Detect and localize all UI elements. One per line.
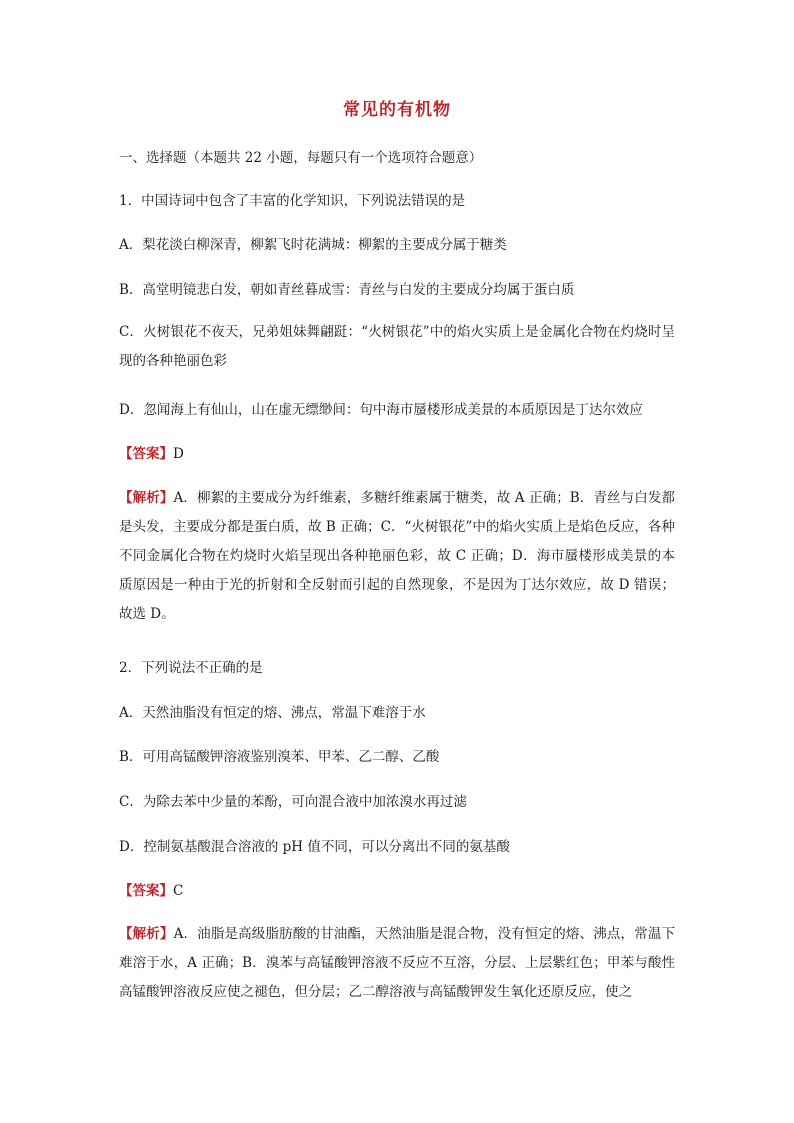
question-1-analysis	[119, 484, 675, 629]
answer-tag: 【答案】	[119, 883, 173, 899]
analysis-text: A．柳絮的主要成分为纤维素，多糖纤维素属于糖类，故 A 正确；B．青丝与白发都是头发，主要成分都是蛋白质，故 B 正确；C．“火树银花”中的焰火实质上是焰色反应，各种不同金属化合物在灼烧时火焰呈现出各种艳丽色彩，故 C 正确；D．海市蜃楼形成美景的本质原因是一种由于光的折射和全反射而引起的自然现象，不是因为丁达尔效应，故 D 错误；故选 D。	[119, 490, 675, 622]
analysis-text: A．油脂是高级脂肪酸的甘油酯，天然油脂是混合物，没有恒定的熔、沸点，常温下难溶于水，A 正确；B．溴苯与高锰酸钾溶液不反应不互溶，分层、上层紫红色；甲苯与酸性高锰酸钾溶液反应使之褪色，但分层；乙二醇溶液与高锰酸钾发生氧化还原反应，使之	[119, 926, 675, 1000]
question-2-analysis	[119, 920, 675, 1007]
answer-value: D	[173, 446, 184, 462]
question-2-option-d: D．控制氨基酸混合溶液的 pH 值不同，可以分离出不同的氨基酸	[119, 839, 510, 855]
question-1-option-d: D．忽闻海上有仙山，山在虚无缥缈间：句中海市蜃楼形成美景的本质原因是丁达尔效应	[119, 402, 643, 418]
question-2-option-b: B．可用高锰酸钾溶液鉴别溴苯、甲苯、乙二醇、乙酸	[119, 749, 440, 765]
question-1-option-c: C．火树银花不夜天，兄弟姐妹舞翩跹：“火树银花”中的焰火实质上是金属化合物在灼烧时呈现的各种艳丽色彩	[119, 324, 675, 369]
answer-value: C	[173, 883, 184, 899]
question-2-option-a: A．天然油脂没有恒定的熔、沸点，常温下难溶于水	[119, 705, 426, 721]
question-2-stem: 2．下列说法不正确的是	[119, 660, 263, 676]
question-1-option-b: B．高堂明镜悲白发，朝如青丝暮成雪：青丝与白发的主要成分均属于蛋白质	[119, 282, 575, 298]
question-1-answer	[119, 443, 679, 465]
question-2-answer	[119, 880, 679, 902]
analysis-tag: 【解析】	[119, 926, 174, 942]
question-2-option-c: C．为除去苯中少量的苯酚，可向混合液中加浓溴水再过滤	[119, 794, 467, 810]
answer-tag: 【答案】	[119, 446, 173, 462]
question-1-stem: 1．中国诗词中包含了丰富的化学知识，下列说法错误的是	[119, 193, 466, 209]
section-header: 一、选择题（本题共 22 小题，每题只有一个选项符合题意）	[119, 150, 483, 166]
question-1-option-a: A．梨花淡白柳深青，柳絮飞时花满城：柳絮的主要成分属于糖类	[119, 237, 507, 253]
page-title: 常见的有机物	[343, 100, 451, 120]
analysis-tag: 【解析】	[119, 490, 174, 506]
